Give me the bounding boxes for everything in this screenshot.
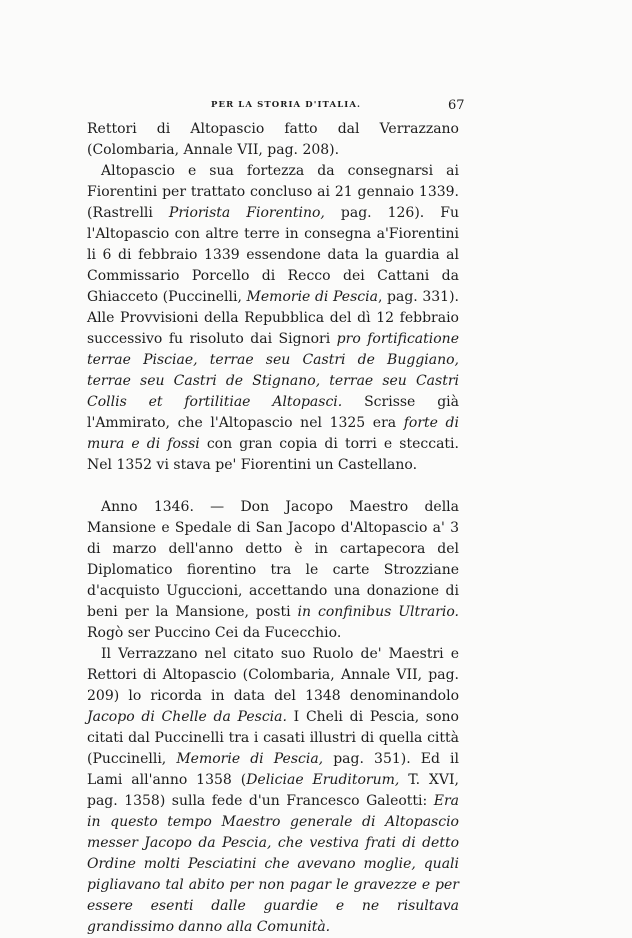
- text-segment: Rettori di Altopascio fatto dal Verrazzano (Colombaria, Annale VII, pag. 208).: [87, 121, 459, 158]
- italic-text: Memorie di Pescia: [246, 289, 378, 305]
- paragraph: [87, 161, 459, 476]
- italic-text: in confinibus Ultrario.: [297, 604, 459, 620]
- italic-text: Deliciae Eruditorum,: [246, 772, 400, 788]
- italic-text: pro fortificatione terrae Pisciae, terrae seu Castri de Buggiano, terrae seu Castri de Stignano, terrae seu Castri Collis et fortilitiae Altopasci.: [87, 331, 459, 410]
- italic-text: Era in questo tempo Maestro generale di Altopascio messer Jacopo da Pescia, che vestiva frati di detto Ordine molti Pesciatini che avevano moglie, quali pigliavano tal abito per non pagar le gravezze e per essere esenti dalle guardie e ne risultava grandissimo danno alla Comunità.: [87, 793, 459, 935]
- paragraph: [87, 119, 459, 161]
- paragraph: [87, 497, 459, 644]
- text-segment: Scrisse già l'Ammirato, che l'Altopascio nel 1325 era: [87, 394, 459, 431]
- text-segment: pag. 351). Ed il Lami all'anno 1358 (: [87, 751, 459, 788]
- text-segment: pag. 126). Fu l'Altopascio con altre terre in consegna a'Fiorentini li 6 di febbraio 1339 essendone data la guardia al Commissario Porcello di Recco dei Cattani da Ghiacceto (Puccinelli,: [87, 205, 459, 305]
- italic-text: forte di mura e di fossi: [87, 415, 459, 452]
- page-header: [0, 98, 632, 118]
- paragraph: [87, 644, 459, 938]
- text-segment: Altopascio e sua fortezza da consegnarsi ai Fiorentini per trattato concluso ai 21 gennaio 1339. (Rastrelli: [87, 163, 459, 221]
- text-segment: Rogò ser Puccino Cei da Fucecchio.: [87, 625, 342, 641]
- italic-text: Jacopo di Chelle da Pescia.: [87, 709, 287, 725]
- text-segment: T. XVI, pag. 1358) sulla fede d'un Francesco Galeotti:: [87, 772, 459, 809]
- italic-text: Memorie di Pescia,: [176, 751, 324, 767]
- text-segment: , pag. 331). Alle Provvisioni della Repubblica del dì 12 febbraio successivo fu risoluto dai Signori: [87, 289, 459, 347]
- text-segment: Il Verrazzano nel citato suo Ruolo de' Maestri e Rettori di Altopascio (Colombaria, Annale VII, pag. 209) lo ricorda in data del 1348 denominandolo: [87, 646, 459, 704]
- text-segment: Anno 1346. — Don Jacopo Maestro della Mansione e Spedale di San Jacopo d'Altopascio a' 3 di marzo dell'anno detto è in cartapecora del Diplomatico fiorentino tra le carte Strozziane d'acquisto Uguccioni, accettando una donazione di beni per la Mansione, posti: [87, 499, 459, 620]
- body-text: [87, 119, 459, 938]
- text-segment: I Cheli di Pescia, sono citati dal Puccinelli tra i casati illustri di quella città (Puccinelli,: [87, 709, 459, 767]
- text-segment: con gran copia di torri e steccati. Nel 1352 vi stava pe' Fiorentini un Castellano.: [87, 436, 459, 473]
- italic-text: Priorista Fiorentino,: [168, 205, 325, 221]
- running-title: PER LA STORIA D'ITALIA.: [211, 100, 362, 110]
- page-number: 67: [448, 98, 465, 113]
